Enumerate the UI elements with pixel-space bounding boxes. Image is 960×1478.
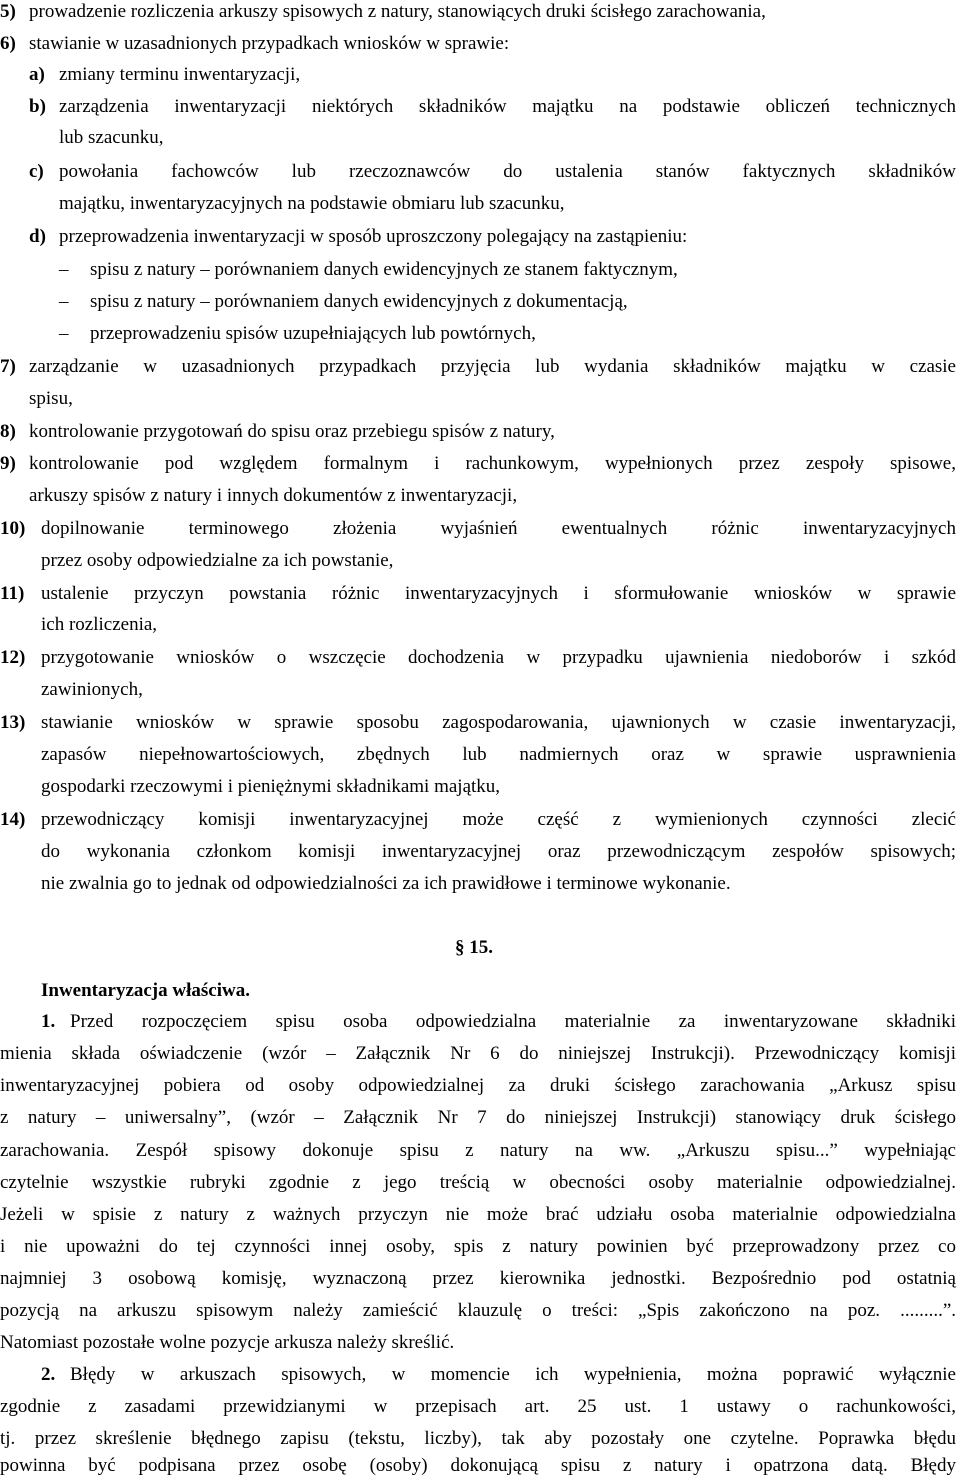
list-item-text: kontrolowanie przygotowań do spisu oraz przebiegu spisów z natury, (29, 421, 555, 442)
list-item-text: prowadzenie rozliczenia arkuszy spisowych z natury, stanowiących druki ścisłego zarachowania, (29, 1, 766, 22)
section-number: § 15. (455, 937, 493, 958)
list-number: 10) (0, 518, 26, 539)
list-item-text: przygotowanie wniosków o wszczęcie dochodzenia w przypadku ujawnienia niedoborów i szkód (41, 647, 956, 668)
paragraph-line: tj. przez skreślenie błędnego zapisu (tekstu, liczby), tak aby pozostały one czytelne. Poprawka błędu (0, 1428, 956, 1449)
list-item-text: spisu, (29, 388, 73, 409)
paragraph-line: i nie upoważni do tej czynności innej osoby, spis z natury powinien być przeprowadzony przez co (0, 1236, 956, 1257)
paragraph-line: Błędy w arkuszach spisowych, w momencie ich wypełnienia, można poprawić wyłącznie (70, 1364, 956, 1385)
list-item-text: przez osoby odpowiedzialne za ich powstanie, (41, 550, 394, 571)
list-item-text: ich rozliczenia, (41, 614, 158, 635)
paragraph-line: Jeżeli w spisie z natury z ważnych przyczyn nie może brać udziału osoba materialnie odpowiedzialna (0, 1204, 956, 1225)
paragraph-number: 2. (41, 1364, 56, 1385)
paragraph-line: Natomiast pozostałe wolne pozycje arkusza należy skreślić. (0, 1332, 455, 1353)
list-number: 14) (0, 809, 26, 830)
list-number: 6) (0, 33, 16, 54)
list-item-text: zawinionych, (41, 679, 143, 700)
sublist-letter: b) (29, 96, 46, 117)
list-item-text: zapasów niepełnowartościowych, zbędnych lub nadmiernych oraz w sprawie usprawnienia (41, 744, 956, 765)
dash-bullet: – (59, 259, 69, 280)
paragraph-line: zarachowania. Zespół spisowy dokonuje spisu z natury na ww. „Arkuszu spisu...” wypełniając (0, 1140, 956, 1161)
sublist-item-text: majątku, inwentaryzacyjnych na podstawie obmiaru lub szacunku, (59, 193, 565, 214)
list-item-text: stawianie wniosków w sprawie sposobu zagospodarowania, ujawnionych w czasie inwentaryzacji, (41, 712, 956, 733)
dash-bullet: – (59, 291, 69, 312)
paragraph-line: z natury – uniwersalny”, (wzór – Załącznik Nr 7 do niniejszej Instrukcji) stanowiący druk ścisłego (0, 1107, 956, 1128)
sublist-item-text: powołania fachowców lub rzeczoznawców do ustalenia stanów faktycznych składników (59, 161, 956, 182)
sublist-item-text: lub szacunku, (59, 127, 164, 148)
list-item-text: arkuszy spisów z natury i innych dokumentów z inwentaryzacji, (29, 485, 518, 506)
paragraph-number: 1. (41, 1011, 56, 1032)
list-number: 11) (0, 583, 25, 604)
paragraph-line: mienia składa oświadczenie (wzór – Załącznik Nr 6 do niniejszej Instrukcji). Przewodniczący komisji (0, 1043, 956, 1064)
list-item-text: nie zwalnia go to jednak od odpowiedzialności za ich prawidłowe i terminowe wykonanie. (41, 873, 731, 894)
paragraph-line: powinna być podpisana przez osobę (osoby) dokonującą spisu z natury i opatrzona datą. Błędy (0, 1455, 956, 1476)
sublist-letter: a) (29, 64, 45, 85)
list-item-text: stawianie w uzasadnionych przypadkach wniosków w sprawie: (29, 33, 510, 54)
list-number: 9) (0, 453, 16, 474)
sublist-item-text: zmiany terminu inwentaryzacji, (59, 64, 301, 85)
sublist-item-text: przeprowadzenia inwentaryzacji w sposób uproszczony polegający na zastąpieniu: (59, 226, 688, 247)
list-item-text: ustalenie przyczyn powstania różnic inwentaryzacyjnych i sformułowanie wniosków w sprawie (41, 583, 956, 604)
sublist-letter: c) (29, 161, 44, 182)
list-item-text: do wykonania członkom komisji inwentaryzacyjnej oraz przewodniczącym zespołów spisowych; (41, 841, 956, 862)
list-number: 7) (0, 356, 16, 377)
list-item-text: przewodniczący komisji inwentaryzacyjnej może część z wymienionych czynności zlecić (41, 809, 956, 830)
list-item-text: gospodarki rzeczowymi i pieniężnymi składnikami majątku, (41, 776, 501, 797)
list-item-text: kontrolowanie pod względem formalnym i rachunkowym, wypełnionych przez zespoły spisowe, (29, 453, 956, 474)
list-number: 8) (0, 421, 16, 442)
list-item-text: dopilnowanie terminowego złożenia wyjaśnień ewentualnych różnic inwentaryzacyjnych (41, 518, 956, 539)
list-number: 13) (0, 712, 26, 733)
list-number: 12) (0, 647, 26, 668)
dash-bullet: – (59, 323, 69, 344)
sublist-letter: d) (29, 226, 46, 247)
paragraph-line: czytelnie wszystkie rubryki zgodnie z jego treścią w obecności osoby materialnie odpowiedzialnej. (0, 1172, 956, 1193)
paragraph-line: Przed rozpoczęciem spisu osoba odpowiedzialna materialnie za inwentaryzowane składniki (70, 1011, 956, 1032)
dash-item-text: przeprowadzeniu spisów uzupełniających lub powtórnych, (90, 323, 536, 344)
paragraph-line: zgodnie z zasadami przewidzianymi w przepisach art. 25 ust. 1 ustawy o rachunkowości, (0, 1396, 956, 1417)
list-number: 5) (0, 1, 16, 22)
dash-item-text: spisu z natury – porównaniem danych ewidencyjnych ze stanem faktycznym, (90, 259, 678, 280)
paragraph-line: inwentaryzacyjnej pobiera od osoby odpowiedzialnej za druki ścisłego zarachowania „Arkusz spisu (0, 1075, 956, 1096)
list-item-text: zarządzanie w uzasadnionych przypadkach przyjęcia lub wydania składników majątku w czasie (29, 356, 956, 377)
section-heading: Inwentaryzacja właściwa. (41, 980, 250, 1001)
paragraph-line: pozycją na arkuszu spisowym należy zamieścić klauzulę o treści: „Spis zakończono na poz. .........”. (0, 1300, 956, 1321)
dash-item-text: spisu z natury – porównaniem danych ewidencyjnych z dokumentacją, (90, 291, 628, 312)
paragraph-line: najmniej 3 osobową komisję, wyznaczoną przez kierownika jednostki. Bezpośrednio pod ostatnią (0, 1268, 956, 1289)
sublist-item-text: zarządzenia inwentaryzacji niektórych składników majątku na podstawie obliczeń technicznych (59, 96, 956, 117)
